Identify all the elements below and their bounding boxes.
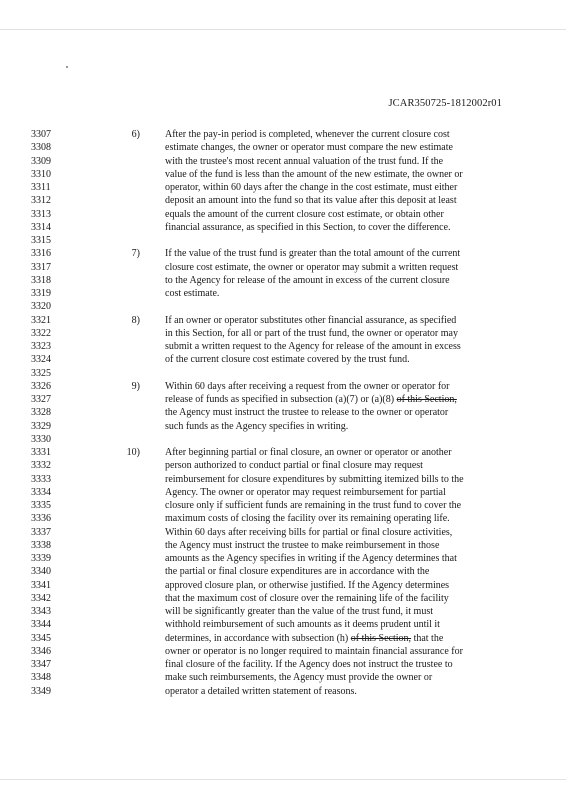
text-line: equals the amount of the current closure cost estimate, or obtain other	[165, 208, 444, 220]
line-number: 3310	[31, 168, 51, 180]
line-number: 3318	[31, 274, 51, 286]
line-number: 3342	[31, 592, 51, 604]
line-number: 3322	[31, 327, 51, 339]
line-number: 3347	[31, 659, 51, 670]
line-number: 3317	[31, 261, 51, 273]
paragraph-text	[165, 380, 517, 433]
line-number: 3339	[31, 553, 51, 564]
line-number: 3329	[31, 420, 51, 432]
paragraph-text	[165, 128, 517, 234]
line-number: 3320	[31, 301, 51, 313]
line-number: 3333	[31, 473, 51, 485]
text-run: that the	[411, 632, 444, 644]
line-number: 3316	[31, 248, 51, 260]
struck-text: of this Section,	[350, 632, 412, 644]
text-line: submit a written request to the Agency for release of the amount in excess	[165, 341, 461, 352]
line-number: 3344	[31, 619, 51, 631]
struck-text: of this Section,	[396, 394, 457, 405]
line-number: 3336	[31, 513, 51, 525]
line-number: 3326	[31, 380, 51, 392]
line-number: 3338	[31, 539, 51, 551]
text-line: closure cost estimate, the owner or operator may submit a written request	[165, 261, 459, 273]
text-line: operator, within 60 days after the change in the cost estimate, must either	[165, 182, 458, 193]
text-line	[165, 632, 517, 645]
text-line: that the maximum cost of closure over the remaining life of the facility	[165, 592, 449, 604]
line-number: 3308	[31, 142, 51, 154]
text-line: value of the fund is less than the amount of the new estimate, the owner or	[165, 168, 463, 180]
text-line: the Agency must instruct the trustee to make reimbursement in those	[165, 539, 440, 551]
line-number: 3341	[31, 579, 51, 591]
line-number: 3330	[31, 433, 51, 445]
line-number: 3335	[31, 500, 51, 511]
line-number: 3334	[31, 486, 51, 498]
text-line: person authorized to conduct partial or final closure may request	[165, 460, 423, 472]
text-run: release of funds as specified in subsection (a)(7) or (a)(8)	[165, 394, 397, 405]
text-line: deposit an amount into the fund so that its value after this deposit at least	[165, 195, 457, 207]
line-number: 3345	[31, 632, 51, 644]
text-line: If an owner or operator substitutes other financial assurance, as specified	[165, 314, 457, 326]
line-number: 3343	[31, 606, 51, 617]
line-number: 3312	[31, 195, 51, 207]
text-line: After the pay-in period is completed, whenever the current closure cost	[165, 129, 450, 140]
paragraph-text	[165, 247, 517, 300]
line-number: 3348	[31, 672, 51, 684]
paragraph-number: 10)	[126, 447, 140, 458]
text-line: with the trustee's most recent annual valuation of the trust fund. If the	[165, 155, 444, 167]
paragraph-number: 9)	[131, 380, 140, 392]
line-number: 3346	[31, 645, 51, 657]
paragraph-number: 6)	[131, 129, 140, 140]
page-edge-top	[0, 29, 566, 30]
line-number: 3349	[31, 685, 51, 697]
text-line: closure only if sufficient funds are remaining in the trust fund to cover the	[165, 500, 462, 511]
text-line: reimbursement for closure expenditures by submitting itemized bills to the	[165, 473, 464, 485]
line-number: 3340	[31, 566, 51, 578]
line-number: 3311	[31, 182, 51, 193]
line-number: 3331	[31, 447, 51, 458]
line-number: 3313	[31, 208, 51, 220]
text-run: determines, in accordance with subsection (h)	[165, 632, 351, 644]
paragraph-text	[165, 314, 517, 367]
paragraph-number: 8)	[131, 314, 140, 326]
line-number: 3309	[31, 155, 51, 167]
line-number: 3332	[31, 460, 51, 472]
text-line: the partial or final closure expenditures are in accordance with the	[165, 566, 430, 578]
text-line: such funds as the Agency specifies in writing.	[165, 420, 349, 432]
text-line: If the value of the trust fund is greater than the total amount of the current	[165, 248, 461, 260]
text-line: amounts as the Agency specifies in writing if the Agency determines that	[165, 553, 457, 564]
text-line: to the Agency for release of the amount in excess of the current closure	[165, 274, 450, 286]
text-line	[165, 393, 517, 406]
line-number: 3337	[31, 526, 51, 538]
line-number: 3327	[31, 394, 51, 405]
text-line: Within 60 days after receiving a request from the owner or operator for	[165, 380, 450, 392]
line-number: 3324	[31, 354, 51, 366]
text-line: estimate changes, the owner or operator must compare the new estimate	[165, 142, 453, 154]
text-line: maximum costs of closing the facility over its remaining operating life.	[165, 513, 450, 525]
text-line: the Agency must instruct the trustee to release to the owner or operator	[165, 407, 449, 419]
line-number: 3314	[31, 221, 51, 233]
line-number: 3319	[31, 288, 51, 299]
line-number: 3307	[31, 129, 51, 140]
line-number-column	[31, 128, 71, 698]
page-edge-bottom	[0, 779, 566, 780]
text-line: Within 60 days after receiving bills for partial or final closure activities,	[165, 526, 453, 538]
scan-speck	[66, 66, 68, 68]
paragraph-number: 7)	[131, 248, 140, 260]
text-line: of the current closure cost estimate covered by the trust fund.	[165, 354, 410, 366]
text-line: final closure of the facility. If the Agency does not instruct the trustee to	[165, 659, 453, 670]
text-line: Agency. The owner or operator may request reimbursement for partial	[165, 486, 446, 498]
line-number: 3321	[31, 314, 51, 326]
text-line: financial assurance, as specified in this Section, to cover the difference.	[165, 221, 451, 233]
text-line: will be significantly greater than the value of the trust fund, it must	[165, 606, 433, 617]
text-line: in this Section, for all or part of the trust fund, the owner or operator may	[165, 327, 458, 339]
text-line: After beginning partial or final closure, an owner or operator or another	[165, 447, 452, 458]
text-line: approved closure plan, or otherwise justified. If the Agency determines	[165, 579, 450, 591]
line-number: 3323	[31, 341, 51, 352]
text-line: operator a detailed written statement of reasons.	[165, 685, 357, 697]
text-line: withhold reimbursement of such amounts as it deems prudent until it	[165, 619, 440, 631]
line-number: 3328	[31, 407, 51, 419]
paragraph-text	[165, 446, 517, 698]
text-line: make such reimbursements, the Agency must provide the owner or	[165, 672, 433, 684]
text-line: cost estimate.	[165, 288, 220, 299]
line-number: 3325	[31, 367, 51, 379]
line-number: 3315	[31, 235, 51, 246]
text-line: owner or operator is no longer required to maintain financial assurance for	[165, 645, 463, 657]
document-id: JCAR350725-1812002r01	[388, 98, 502, 109]
